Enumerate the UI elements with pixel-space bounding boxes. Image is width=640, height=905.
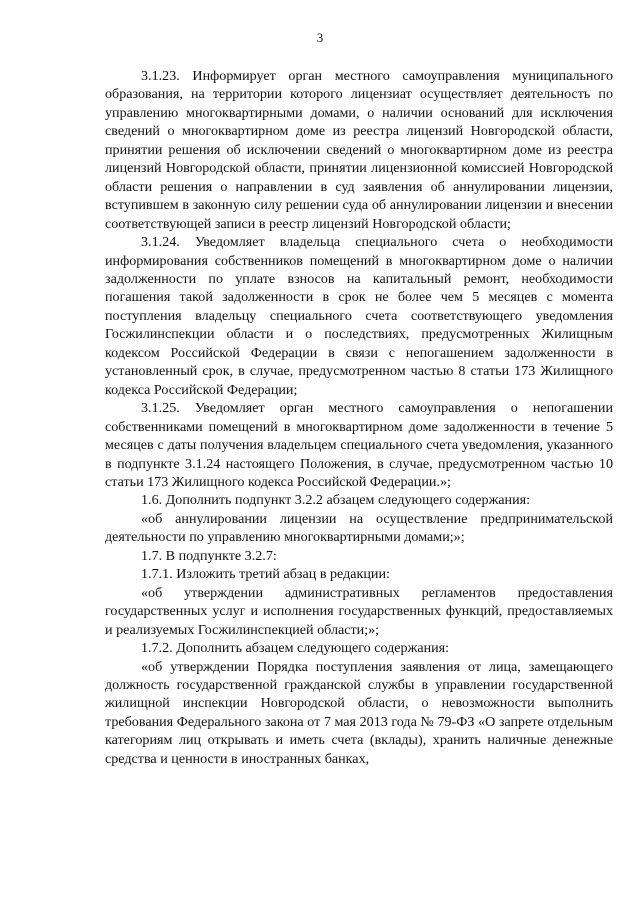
paragraph-1-6-quote: «об аннулировании лицензии на осуществление предпринимательской деятельности по управлению многоквартирными домами;»; [105, 510, 613, 546]
document-body [105, 67, 613, 768]
paragraph-1-7-1-quote: «об утверждении административных регламентов предоставления государственных услуг и исполнения государственных функций, предоставляемых и реализуемых Госжилинспекцией области;»; [105, 584, 613, 638]
paragraph-3-1-24: 3.1.24. Уведомляет владельца специального счета о необходимости информирования собственников помещений в многоквартирном доме о наличии задолженности по уплате взносов на капитальный ремонт, необходимости погашения такой задолженности в срок не более чем 5 месяцев с момента поступления владельцу специального счета соответствующего уведомления Госжилинспекции области и о последствиях, предусмотренных Жилищным кодексом Российской Федерации в связи с непогашением задолженности в установленный срок, в случае, предусмотренном частью 8 статьи 173 Жилищного кодекса Российской Федерации; [105, 234, 613, 398]
paragraph-1-7-2-quote: «об утверждении Порядка поступления заявления от лица, замещающего должность государственной гражданской службы в управлении государственной жилищной инспекции Новгородской области, о невозможности выполнить требования Федерального закона от 7 мая 2013 года № 79-ФЗ «О запрете отдельным категориям лиц открывать и иметь счета (вклады), хранить наличные денежные средства и ценности в иностранных банках, [105, 658, 613, 767]
paragraph-1-7-2: 1.7.2. Дополнить абзацем следующего содержания: [141, 640, 450, 657]
paragraph-1-6: 1.6. Дополнить подпункт 3.2.2 абзацем следующего содержания: [141, 492, 531, 509]
paragraph-3-1-25: 3.1.25. Уведомляет орган местного самоуправления о непогашении собственниками помещений в многоквартирном доме задолженности в течение 5 месяцев с даты получения владельцем специального счета уведомления, указанного в подпункте 3.1.24 настоящего Положения, в случае, предусмотренном частью 10 статьи 173 Жилищного кодекса Российской Федерации.»; [105, 400, 613, 490]
paragraph-1-7: 1.7. В подпункте 3.2.7: [141, 547, 277, 564]
paragraph-3-1-23: 3.1.23. Информирует орган местного самоуправления муниципального образования, на территории которого лицензиат осуществляет деятельность по управлению многоквартирными домами, о наличии оснований для исключения сведений о многоквартирном доме из реестра лицензий Новгородской области, принятии решения об исключении сведений о многоквартирном доме из реестра лицензий Новгородской области, принятии лицензионной комиссией Новгородской области решения о направлении в суд заявления об аннулировании лицензии, вступившем в законную силу решении суда об аннулировании лицензии и внесении соответствующей записи в реестр лицензий Новгородской области; [105, 68, 613, 232]
page-number: 3 [316, 30, 324, 45]
paragraph-1-7-1: 1.7.1. Изложить третий абзац в редакции: [141, 566, 390, 583]
